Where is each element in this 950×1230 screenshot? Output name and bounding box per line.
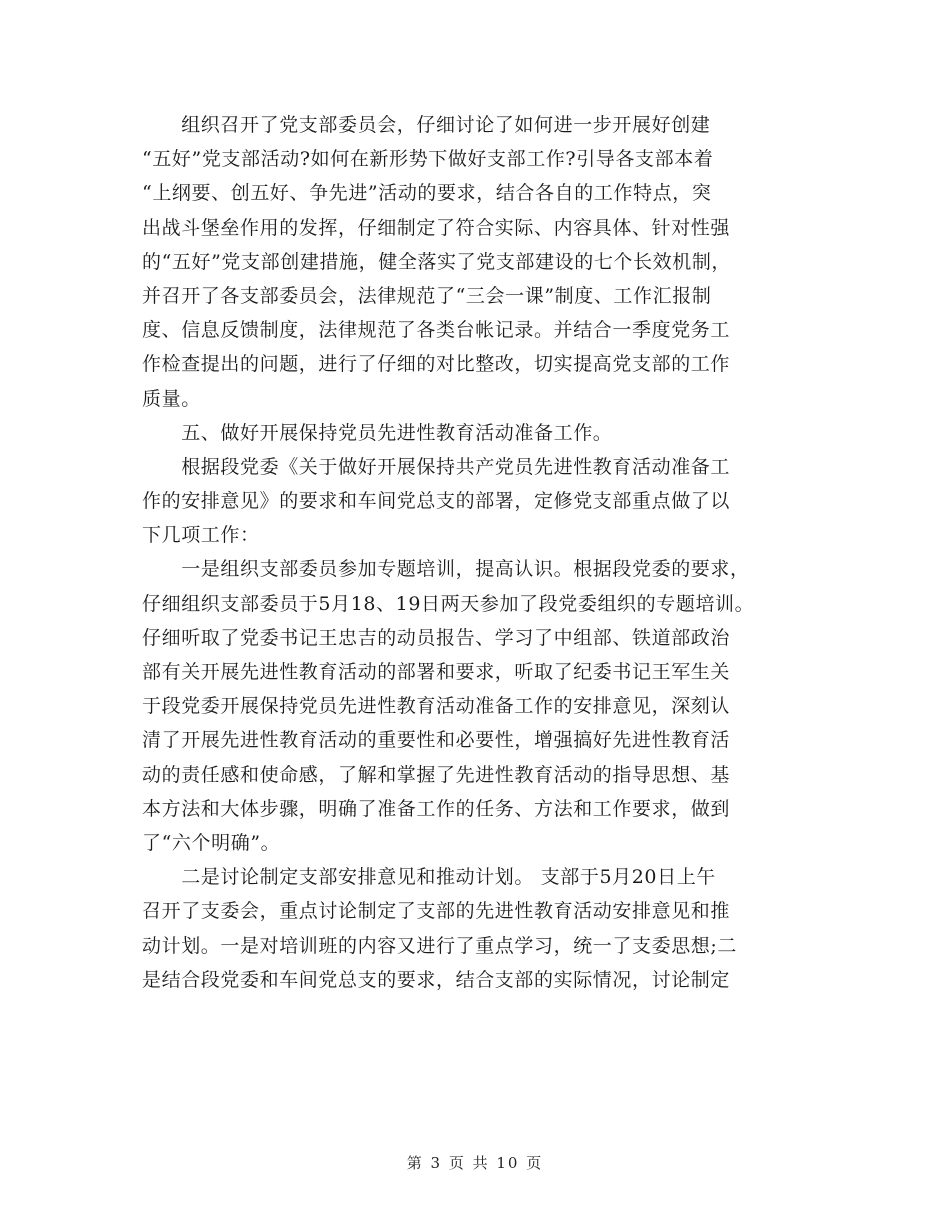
text-line: 一是组织支部委员参加专题培训，提高认识。根据段党委的要求， xyxy=(142,558,750,581)
text-line: 作检查提出的问题，进行了仔细的对比整改，切实提高党支部的工作 xyxy=(142,353,731,376)
text-line: 并召开了各支部委员会，法律规范了“三会一课”制度、工作汇报制 xyxy=(142,284,712,307)
page-footer xyxy=(0,1152,950,1173)
page-number-label: 第 3 页 共 10 页 xyxy=(406,1154,544,1172)
text-line: 部有关开展先进性教育活动的部署和要求，听取了纪委书记王军生关 xyxy=(142,661,731,683)
text-line: “五好”党支部活动?如何在新形势下做好支部工作?引导各支部本着 xyxy=(142,148,714,171)
text-line: 的“五好”党支部创建措施，健全落实了党支部建设的七个长效机制， xyxy=(142,250,732,273)
text-line: 出战斗堡垒作用的发挥，仔细制定了符合实际、内容具体、针对性强 xyxy=(142,216,731,239)
text-line: 于段党委开展保持党员先进性教育活动准备工作的安排意见，深刻认 xyxy=(142,695,731,718)
text-line: 作的安排意见》的要求和车间党总支的部署，定修党支部重点做了以 xyxy=(142,490,731,513)
document-body xyxy=(142,108,812,997)
text-line: 二是讨论制定支部安排意见和推动计划。 支部于5月20日上午 xyxy=(142,866,716,889)
text-line: 是结合段党委和车间党总支的要求，结合支部的实际情况，讨论制定 xyxy=(142,968,731,991)
text-line: 度、信息反馈制度，法律规范了各类台帐记录。并结合一季度党务工 xyxy=(142,319,731,342)
text-line: “上纲要、创五好、争先进”活动的要求，结合各自的工作特点，突 xyxy=(142,182,712,205)
text-line: 仔细组织支部委员于5月18、19日两天参加了段党委组织的专题培训。 xyxy=(142,592,755,615)
text-line: 下几项工作： xyxy=(142,524,260,547)
text-line: 质量。 xyxy=(142,387,201,410)
text-line: 组织召开了党支部委员会，仔细讨论了如何进一步开展好创建 xyxy=(142,114,711,136)
text-line: 仔细听取了党委书记王忠吉的动员报告、学习了中组部、铁道部政治 xyxy=(142,626,731,649)
text-line: 了“六个明确”。 xyxy=(142,831,281,854)
text-line: 清了开展先进性教育活动的重要性和必要性，增强搞好先进性教育活 xyxy=(142,729,731,752)
text-line: 动的责任感和使命感，了解和掌握了先进性教育活动的指导思想、基 xyxy=(142,763,731,786)
text-line: 动计划。一是对培训班的内容又进行了重点学习，统一了支委思想;二 xyxy=(142,934,738,957)
text-line: 召开了支委会，重点讨论制定了支部的先进性教育活动安排意见和推 xyxy=(142,900,731,923)
section-heading: 五、做好开展保持党员先进性教育活动准备工作。 xyxy=(142,421,613,444)
text-line: 本方法和大体步骤，明确了准备工作的任务、方法和工作要求，做到 xyxy=(142,797,731,820)
text-line: 根据段党委《关于做好开展保持共产党员先进性教育活动准备工 xyxy=(142,455,731,478)
